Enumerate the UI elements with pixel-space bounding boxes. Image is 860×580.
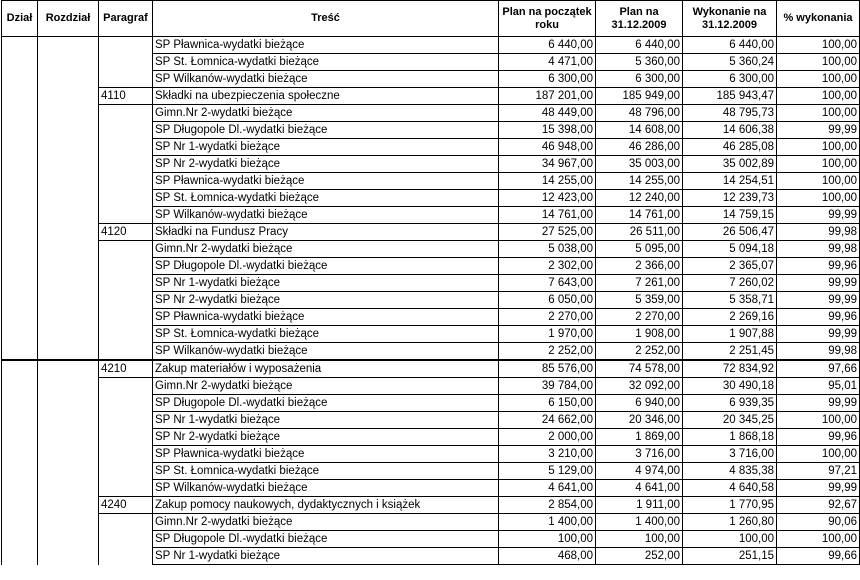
cell-procent: 99,96	[777, 309, 860, 326]
cell-paragraf	[99, 122, 153, 139]
cell-dzial	[2, 139, 38, 156]
cell-tresc: SP St. Łomnica-wydatki bieżące	[153, 190, 499, 207]
table-row	[2, 88, 860, 105]
cell-tresc: SP St. Łomnica-wydatki bieżące	[153, 463, 499, 480]
cell-procent: 99,99	[777, 292, 860, 309]
cell-plan-end: 1 400,00	[596, 514, 683, 531]
cell-wykonanie: 46 285,08	[683, 139, 777, 156]
cell-wykonanie: 14 759,15	[683, 207, 777, 224]
cell-plan-end: 46 286,00	[596, 139, 683, 156]
cell-paragraf	[99, 292, 153, 309]
cell-plan-start: 5 129,00	[499, 463, 596, 480]
cell-paragraf	[99, 173, 153, 190]
cell-plan-end: 5 360,00	[596, 54, 683, 71]
table-row	[2, 122, 860, 139]
cell-rozdzial	[38, 292, 99, 309]
cell-wykonanie: 3 716,00	[683, 446, 777, 463]
cell-plan-start: 2 854,00	[499, 497, 596, 514]
cell-paragraf	[99, 190, 153, 207]
cell-tresc: Gimn.Nr 2-wydatki bieżące	[153, 241, 499, 258]
cell-plan-end: 35 003,00	[596, 156, 683, 173]
cell-plan-end: 6 300,00	[596, 71, 683, 88]
cell-tresc: Składki na Fundusz Pracy	[153, 224, 499, 241]
cell-paragraf	[99, 326, 153, 343]
cell-plan-start: 1 400,00	[499, 514, 596, 531]
cell-procent: 99,98	[777, 343, 860, 361]
cell-paragraf	[99, 156, 153, 173]
header-rozdzial: Rozdział	[38, 1, 99, 37]
cell-wykonanie: 1 868,18	[683, 429, 777, 446]
cell-plan-start: 5 038,00	[499, 241, 596, 258]
table-row	[2, 71, 860, 88]
cell-procent: 100,00	[777, 156, 860, 173]
table-row	[2, 309, 860, 326]
cell-plan-start: 2 302,00	[499, 258, 596, 275]
cell-rozdzial	[38, 190, 99, 207]
cell-plan-end: 5 095,00	[596, 241, 683, 258]
table-row	[2, 343, 860, 361]
table-row	[2, 54, 860, 71]
cell-wykonanie: 2 269,16	[683, 309, 777, 326]
cell-wykonanie: 4 640,58	[683, 480, 777, 497]
cell-dzial	[2, 241, 38, 258]
cell-dzial	[2, 190, 38, 207]
cell-dzial	[2, 343, 38, 361]
cell-wykonanie: 5 360,24	[683, 54, 777, 71]
cell-tresc: SP Długopole Dl.-wydatki bieżące	[153, 258, 499, 275]
cell-plan-start: 100,00	[499, 531, 596, 548]
cell-plan-start: 2 000,00	[499, 429, 596, 446]
cell-paragraf	[99, 71, 153, 88]
cell-procent: 99,99	[777, 275, 860, 292]
table-row	[2, 139, 860, 156]
cell-dzial	[2, 292, 38, 309]
table-body	[2, 37, 860, 565]
table-row	[2, 514, 860, 531]
cell-plan-start: 48 449,00	[499, 105, 596, 122]
cell-tresc: Zakup pomocy naukowych, dydaktycznych i książek	[153, 497, 499, 514]
cell-tresc: SP Wilkanów-wydatki bieżące	[153, 343, 499, 361]
cell-plan-start: 6 300,00	[499, 71, 596, 88]
cell-procent: 99,96	[777, 429, 860, 446]
cell-wykonanie: 14 254,51	[683, 173, 777, 190]
cell-rozdzial	[38, 156, 99, 173]
cell-plan-end: 32 092,00	[596, 378, 683, 395]
cell-rozdzial	[38, 71, 99, 88]
cell-plan-end: 2 366,00	[596, 258, 683, 275]
cell-dzial	[2, 309, 38, 326]
cell-plan-start: 15 398,00	[499, 122, 596, 139]
table-row	[2, 412, 860, 429]
cell-dzial	[2, 122, 38, 139]
cell-wykonanie: 6 939,35	[683, 395, 777, 412]
cell-plan-start: 85 576,00	[499, 360, 596, 378]
cell-paragraf	[99, 378, 153, 395]
cell-procent: 99,99	[777, 395, 860, 412]
cell-paragraf	[99, 258, 153, 275]
cell-plan-end: 4 641,00	[596, 480, 683, 497]
cell-wykonanie: 2 365,07	[683, 258, 777, 275]
cell-plan-end: 5 359,00	[596, 292, 683, 309]
table-row	[2, 292, 860, 309]
cell-paragraf: 4240	[99, 497, 153, 514]
table-row	[2, 378, 860, 395]
cell-plan-start: 6 150,00	[499, 395, 596, 412]
cell-tresc: SP Wilkanów-wydatki bieżące	[153, 71, 499, 88]
cell-rozdzial	[38, 139, 99, 156]
cell-rozdzial	[38, 395, 99, 412]
budget-table	[1, 0, 860, 565]
cell-rozdzial	[38, 360, 99, 378]
cell-tresc: Gimn.Nr 2-wydatki bieżące	[153, 514, 499, 531]
cell-plan-start: 46 948,00	[499, 139, 596, 156]
cell-rozdzial	[38, 37, 99, 54]
cell-dzial	[2, 514, 38, 531]
cell-paragraf	[99, 207, 153, 224]
cell-wykonanie: 1 770,95	[683, 497, 777, 514]
cell-tresc: Gimn.Nr 2-wydatki bieżące	[153, 105, 499, 122]
cell-wykonanie: 1 260,80	[683, 514, 777, 531]
cell-plan-end: 6 440,00	[596, 37, 683, 54]
cell-rozdzial	[38, 531, 99, 548]
cell-dzial	[2, 360, 38, 378]
cell-plan-end: 26 511,00	[596, 224, 683, 241]
cell-tresc: SP Wilkanów-wydatki bieżące	[153, 207, 499, 224]
cell-procent: 99,96	[777, 258, 860, 275]
cell-paragraf	[99, 37, 153, 54]
cell-procent: 100,00	[777, 37, 860, 54]
cell-rozdzial	[38, 446, 99, 463]
cell-plan-end: 1 911,00	[596, 497, 683, 514]
cell-wykonanie: 26 506,47	[683, 224, 777, 241]
cell-plan-start: 7 643,00	[499, 275, 596, 292]
cell-plan-end: 4 974,00	[596, 463, 683, 480]
cell-plan-end: 252,00	[596, 548, 683, 565]
header-tresc: Treść	[153, 1, 499, 37]
cell-plan-end: 48 796,00	[596, 105, 683, 122]
cell-wykonanie: 7 260,02	[683, 275, 777, 292]
cell-tresc: SP Długopole Dl.-wydatki bieżące	[153, 122, 499, 139]
cell-plan-start: 4 641,00	[499, 480, 596, 497]
table-row	[2, 105, 860, 122]
cell-paragraf	[99, 54, 153, 71]
cell-dzial	[2, 480, 38, 497]
cell-procent: 99,99	[777, 122, 860, 139]
cell-wykonanie: 72 834,92	[683, 360, 777, 378]
cell-plan-start: 14 255,00	[499, 173, 596, 190]
cell-plan-end: 12 240,00	[596, 190, 683, 207]
cell-wykonanie: 35 002,89	[683, 156, 777, 173]
cell-tresc: SP Nr 1-wydatki bieżące	[153, 548, 499, 565]
cell-rozdzial	[38, 207, 99, 224]
cell-paragraf	[99, 531, 153, 548]
cell-plan-start: 6 050,00	[499, 292, 596, 309]
cell-procent: 90,06	[777, 514, 860, 531]
cell-dzial	[2, 446, 38, 463]
cell-tresc: SP Pławnica-wydatki bieżące	[153, 173, 499, 190]
cell-tresc: SP Nr 1-wydatki bieżące	[153, 275, 499, 292]
table-row	[2, 395, 860, 412]
cell-plan-end: 185 949,00	[596, 88, 683, 105]
cell-procent: 95,01	[777, 378, 860, 395]
cell-paragraf	[99, 105, 153, 122]
cell-rozdzial	[38, 105, 99, 122]
cell-tresc: SP Nr 2-wydatki bieżące	[153, 429, 499, 446]
cell-paragraf: 4120	[99, 224, 153, 241]
cell-plan-end: 100,00	[596, 531, 683, 548]
cell-dzial	[2, 412, 38, 429]
cell-tresc: SP St. Łomnica-wydatki bieżące	[153, 326, 499, 343]
cell-procent: 100,00	[777, 105, 860, 122]
cell-dzial	[2, 548, 38, 565]
table-row	[2, 480, 860, 497]
cell-plan-end: 6 940,00	[596, 395, 683, 412]
cell-procent: 99,66	[777, 548, 860, 565]
cell-tresc: SP St. Łomnica-wydatki bieżące	[153, 54, 499, 71]
table-row	[2, 360, 860, 378]
table-row	[2, 463, 860, 480]
cell-plan-end: 74 578,00	[596, 360, 683, 378]
table-row	[2, 207, 860, 224]
cell-tresc: SP Pławnica-wydatki bieżące	[153, 37, 499, 54]
cell-paragraf	[99, 275, 153, 292]
cell-procent: 99,98	[777, 224, 860, 241]
cell-rozdzial	[38, 258, 99, 275]
cell-dzial	[2, 224, 38, 241]
cell-rozdzial	[38, 497, 99, 514]
cell-plan-start: 14 761,00	[499, 207, 596, 224]
cell-procent: 100,00	[777, 173, 860, 190]
cell-plan-end: 7 261,00	[596, 275, 683, 292]
table-row	[2, 548, 860, 565]
header-plan-start: Plan na początek roku	[499, 1, 596, 37]
cell-paragraf	[99, 548, 153, 565]
cell-wykonanie: 6 300,00	[683, 71, 777, 88]
cell-paragraf: 4110	[99, 88, 153, 105]
cell-plan-start: 2 252,00	[499, 343, 596, 361]
cell-plan-end: 14 761,00	[596, 207, 683, 224]
cell-plan-start: 4 471,00	[499, 54, 596, 71]
cell-rozdzial	[38, 88, 99, 105]
cell-wykonanie: 48 795,73	[683, 105, 777, 122]
cell-paragraf	[99, 412, 153, 429]
table-row	[2, 497, 860, 514]
cell-plan-start: 34 967,00	[499, 156, 596, 173]
cell-dzial	[2, 88, 38, 105]
cell-dzial	[2, 207, 38, 224]
cell-dzial	[2, 378, 38, 395]
cell-procent: 92,67	[777, 497, 860, 514]
cell-rozdzial	[38, 309, 99, 326]
cell-dzial	[2, 173, 38, 190]
cell-wykonanie: 30 490,18	[683, 378, 777, 395]
cell-procent: 99,99	[777, 480, 860, 497]
cell-rozdzial	[38, 514, 99, 531]
cell-tresc: SP Nr 2-wydatki bieżące	[153, 292, 499, 309]
cell-dzial	[2, 156, 38, 173]
table-row	[2, 224, 860, 241]
cell-tresc: SP Długopole Dl.-wydatki bieżące	[153, 395, 499, 412]
cell-wykonanie: 6 440,00	[683, 37, 777, 54]
cell-tresc: SP Długopole Dl.-wydatki bieżące	[153, 531, 499, 548]
cell-dzial	[2, 531, 38, 548]
cell-rozdzial	[38, 275, 99, 292]
cell-wykonanie: 12 239,73	[683, 190, 777, 207]
cell-wykonanie: 4 835,38	[683, 463, 777, 480]
header-dzial: Dział	[2, 1, 38, 37]
table-row	[2, 37, 860, 54]
cell-plan-start: 39 784,00	[499, 378, 596, 395]
header-wykonanie: Wykonanie na 31.12.2009	[683, 1, 777, 37]
cell-dzial	[2, 105, 38, 122]
cell-dzial	[2, 463, 38, 480]
table-row	[2, 446, 860, 463]
cell-wykonanie: 5 358,71	[683, 292, 777, 309]
cell-wykonanie: 1 907,88	[683, 326, 777, 343]
cell-plan-start: 6 440,00	[499, 37, 596, 54]
cell-procent: 99,99	[777, 326, 860, 343]
cell-plan-end: 1 908,00	[596, 326, 683, 343]
cell-procent: 100,00	[777, 531, 860, 548]
cell-wykonanie: 2 251,45	[683, 343, 777, 361]
cell-plan-start: 1 970,00	[499, 326, 596, 343]
cell-paragraf	[99, 343, 153, 361]
table-header-row	[2, 1, 860, 37]
cell-paragraf: 4210	[99, 360, 153, 378]
cell-paragraf	[99, 395, 153, 412]
cell-procent: 100,00	[777, 88, 860, 105]
cell-tresc: SP Pławnica-wydatki bieżące	[153, 446, 499, 463]
cell-procent: 97,66	[777, 360, 860, 378]
cell-rozdzial	[38, 54, 99, 71]
cell-tresc: SP Nr 2-wydatki bieżące	[153, 156, 499, 173]
cell-plan-start: 468,00	[499, 548, 596, 565]
header-procent: % wykonania	[777, 1, 860, 37]
cell-dzial	[2, 258, 38, 275]
cell-rozdzial	[38, 224, 99, 241]
cell-paragraf	[99, 309, 153, 326]
header-paragraf: Paragraf	[99, 1, 153, 37]
cell-paragraf	[99, 463, 153, 480]
cell-dzial	[2, 326, 38, 343]
table-row	[2, 156, 860, 173]
cell-rozdzial	[38, 429, 99, 446]
cell-rozdzial	[38, 480, 99, 497]
cell-dzial	[2, 275, 38, 292]
cell-dzial	[2, 429, 38, 446]
cell-procent: 100,00	[777, 54, 860, 71]
table-row	[2, 190, 860, 207]
table-row	[2, 531, 860, 548]
cell-procent: 97,21	[777, 463, 860, 480]
cell-rozdzial	[38, 548, 99, 565]
cell-paragraf	[99, 429, 153, 446]
cell-procent: 100,00	[777, 412, 860, 429]
cell-paragraf	[99, 241, 153, 258]
cell-rozdzial	[38, 463, 99, 480]
table-row	[2, 173, 860, 190]
cell-plan-start: 24 662,00	[499, 412, 596, 429]
cell-paragraf	[99, 446, 153, 463]
cell-plan-start: 187 201,00	[499, 88, 596, 105]
cell-plan-end: 14 608,00	[596, 122, 683, 139]
cell-rozdzial	[38, 326, 99, 343]
cell-plan-end: 2 270,00	[596, 309, 683, 326]
cell-paragraf	[99, 514, 153, 531]
cell-paragraf	[99, 480, 153, 497]
table-row	[2, 275, 860, 292]
cell-tresc: SP Nr 1-wydatki bieżące	[153, 412, 499, 429]
cell-procent: 99,98	[777, 241, 860, 258]
cell-wykonanie: 20 345,25	[683, 412, 777, 429]
table-row	[2, 429, 860, 446]
cell-dzial	[2, 395, 38, 412]
header-plan-end: Plan na 31.12.2009	[596, 1, 683, 37]
cell-rozdzial	[38, 343, 99, 361]
cell-rozdzial	[38, 412, 99, 429]
cell-tresc: Gimn.Nr 2-wydatki bieżące	[153, 378, 499, 395]
cell-procent: 100,00	[777, 71, 860, 88]
cell-rozdzial	[38, 122, 99, 139]
cell-tresc: SP Nr 1-wydatki bieżące	[153, 139, 499, 156]
cell-wykonanie: 5 094,18	[683, 241, 777, 258]
cell-rozdzial	[38, 241, 99, 258]
cell-wykonanie: 251,15	[683, 548, 777, 565]
cell-procent: 100,00	[777, 446, 860, 463]
cell-procent: 100,00	[777, 139, 860, 156]
cell-procent: 100,00	[777, 190, 860, 207]
cell-plan-start: 27 525,00	[499, 224, 596, 241]
cell-rozdzial	[38, 173, 99, 190]
table-row	[2, 258, 860, 275]
cell-tresc: Zakup materiałów i wyposażenia	[153, 360, 499, 378]
cell-wykonanie: 185 943,47	[683, 88, 777, 105]
table-row	[2, 241, 860, 258]
cell-plan-end: 3 716,00	[596, 446, 683, 463]
cell-tresc: SP Wilkanów-wydatki bieżące	[153, 480, 499, 497]
cell-plan-end: 1 869,00	[596, 429, 683, 446]
cell-plan-start: 12 423,00	[499, 190, 596, 207]
cell-plan-start: 3 210,00	[499, 446, 596, 463]
cell-paragraf	[99, 139, 153, 156]
cell-plan-end: 14 255,00	[596, 173, 683, 190]
cell-tresc: Składki na ubezpieczenia społeczne	[153, 88, 499, 105]
cell-dzial	[2, 37, 38, 54]
cell-wykonanie: 14 606,38	[683, 122, 777, 139]
cell-plan-start: 2 270,00	[499, 309, 596, 326]
cell-plan-end: 20 346,00	[596, 412, 683, 429]
cell-tresc: SP Pławnica-wydatki bieżące	[153, 309, 499, 326]
cell-rozdzial	[38, 378, 99, 395]
cell-dzial	[2, 497, 38, 514]
cell-wykonanie: 100,00	[683, 531, 777, 548]
cell-dzial	[2, 71, 38, 88]
cell-procent: 99,99	[777, 207, 860, 224]
cell-dzial	[2, 54, 38, 71]
table-row	[2, 326, 860, 343]
cell-plan-end: 2 252,00	[596, 343, 683, 361]
